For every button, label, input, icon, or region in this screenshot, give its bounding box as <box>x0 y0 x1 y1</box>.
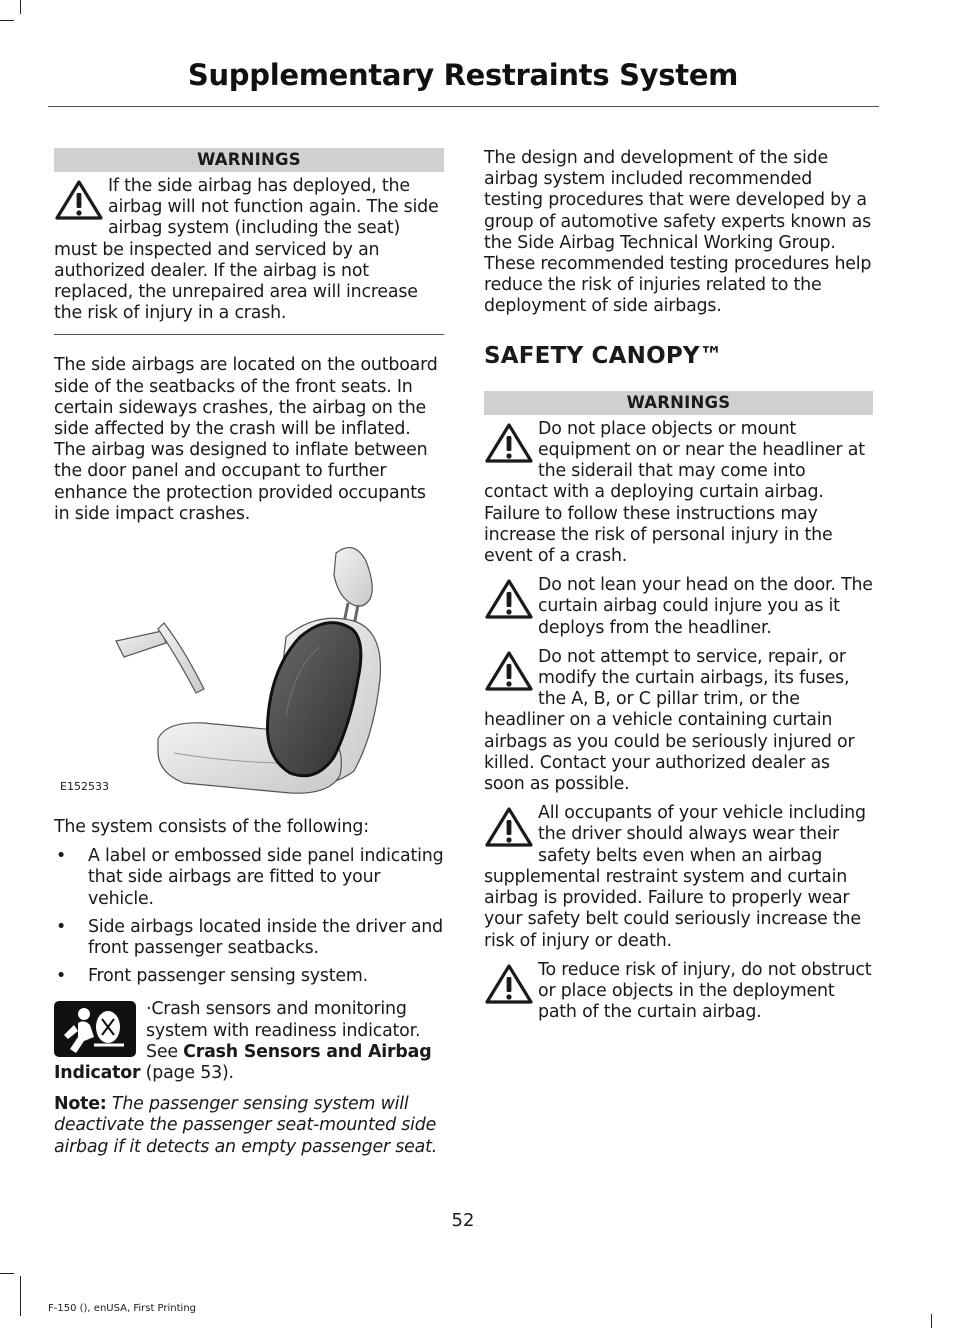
footer-text: F-150 (), enUSA, First Printing <box>48 1303 197 1314</box>
crop-mark <box>0 20 14 21</box>
warning-triangle-icon <box>484 421 534 465</box>
warning-text: Do not place objects or mount equipment on or near the headliner at the siderail that may come into contact with a deploying curtain airbag. Failure to follow these instructions may increase the risk of personal injury in the event of a crash. <box>484 418 865 567</box>
section-title-safety-canopy: SAFETY CANOPY™ <box>484 342 723 369</box>
design-paragraph: The design and development of the side airbag system included recommended testing procedures that were developed by a group of automotive safety experts known as the Side Airbag Technical Working Group. These recommended testing procedures help reduce the risk of injuries related to the deployment of side airbags. <box>484 148 872 317</box>
warning-text: Do not attempt to service, repair, or modify the curtain airbags, its fuses, the A, B, or C pillar trim, or the headliner on a vehicle containing curtain airbags as you could be seriously injured or killed. Contact your authorized dealer as soon as possible. <box>484 646 855 795</box>
warnings-heading: WARNINGS <box>54 148 444 172</box>
warning-item <box>484 803 873 951</box>
page-number: 52 <box>451 1210 475 1231</box>
warning-item <box>484 419 873 567</box>
figure-id: E152533 <box>60 779 109 793</box>
bullet: • <box>56 966 67 987</box>
warning-triangle-icon <box>484 649 534 693</box>
system-intro: The system consists of the following: <box>54 817 369 838</box>
seat-illustration-graphic <box>54 539 444 805</box>
left-column <box>54 148 444 1158</box>
warning-triangle-icon <box>54 178 104 222</box>
crash-sensors-reference-link[interactable]: Crash Sensors and Airbag Indicator <box>54 1041 432 1084</box>
warning-text: To reduce risk of injury, do not obstruct or place objects in the deployment path of the curtain airbag. <box>538 959 872 1023</box>
warning-item <box>484 575 873 639</box>
bullet: • <box>56 916 67 937</box>
system-component-list <box>54 846 444 987</box>
warning-text: If the side airbag has deployed, the airbag will not function again. The side airbag system (including the seat) must be inspected and serviced by an authorized dealer. If the airbag is not replaced, the unrepaired area will increase the risk of injury in a crash. <box>54 176 439 324</box>
crash-sensors-page-ref: (page 53). <box>145 1063 234 1084</box>
crop-mark <box>20 0 21 14</box>
list-item-text: A label or embossed side panel indicating that side airbags are fitted to your vehicle. <box>88 846 444 909</box>
crop-mark <box>20 1276 21 1316</box>
crash-sensors-item <box>54 999 444 1084</box>
page-title: Supplementary Restraints System <box>187 58 739 92</box>
warning-item <box>484 647 873 795</box>
warning-item <box>54 176 444 324</box>
list-item <box>54 917 444 959</box>
right-column <box>484 148 873 1031</box>
warning-item <box>484 960 873 1024</box>
note-text: The passenger sensing system will deactivate the passenger seat-mounted side airbag if it detects an empty passenger seat. <box>54 1094 438 1157</box>
warning-text: All occupants of your vehicle including the driver should always wear their safety belts even when an airbag supplemental restraint system and curtain airbag is provided. Failure to properly wear your safety belt could seriously increase the risk of injury or death. <box>484 803 866 951</box>
list-item-text: Front passenger sensing system. <box>88 966 368 987</box>
warning-triangle-icon <box>484 962 534 1006</box>
list-item <box>54 846 444 910</box>
warning-triangle-icon <box>484 577 534 621</box>
seat-airbag-illustration <box>54 539 444 805</box>
header-divider <box>48 106 879 107</box>
bullet: • <box>56 846 67 867</box>
warning-text: Do not lean your head on the door. The curtain airbag could injure you as it deploys from the headliner. <box>538 575 873 638</box>
warnings-divider <box>54 334 444 335</box>
airbag-indicator-icon <box>54 1001 136 1057</box>
crop-mark <box>0 1273 14 1274</box>
warnings-heading: WARNINGS <box>484 391 873 415</box>
crop-mark <box>931 1314 932 1328</box>
note-label: Note: <box>54 1094 107 1115</box>
side-airbag-intro: The side airbags are located on the outboard side of the seatbacks of the front seats. In certain sideways crashes, the airbag on the side affected by the crash will be inflated. The airbag was designed to inflate between the door panel and occupant to further enhance the protection provided occupants in side impact crashes. <box>54 355 438 524</box>
note <box>54 1094 444 1158</box>
list-item-text: Side airbags located inside the driver and front passenger seatbacks. <box>88 916 443 959</box>
list-item <box>54 966 444 987</box>
crash-sensors-description: ·Crash sensors and monitoring system with readiness indicator. See <box>146 999 421 1062</box>
warning-triangle-icon <box>484 805 534 849</box>
